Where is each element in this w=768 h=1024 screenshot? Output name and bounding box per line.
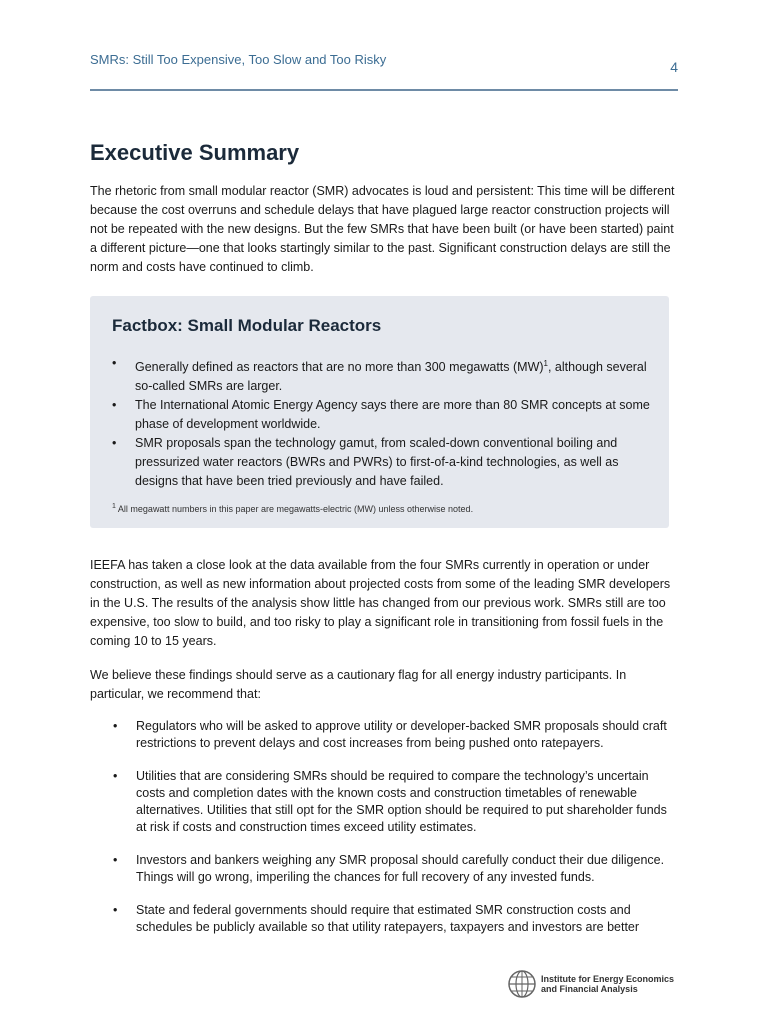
- logo-line-1: Institute for Energy Economics: [541, 974, 675, 984]
- factbox-list: [112, 354, 652, 491]
- footnote-ref: 1: [543, 359, 548, 368]
- header-rule: [90, 89, 678, 91]
- globe-icon: [507, 969, 537, 999]
- logo-line-2: and Financial Analysis: [541, 984, 638, 994]
- ieefa-logo: [507, 968, 681, 1000]
- factbox-item: • The International Atomic Energy Agency says there are more than 80 SMR concepts at some phase of development worldwide.: [112, 396, 652, 434]
- recommendation-item: • Investors and bankers weighing any SMR proposal should carefully conduct their due diligence. Things will go wrong, imperiling the chances for full recovery of any invested funds.: [113, 852, 679, 886]
- page-heading: Executive Summary: [90, 140, 300, 165]
- intro-paragraph: The rhetoric from small modular reactor (SMR) advocates is loud and persistent: This time will be different because the cost overruns and schedule delays that have plagued large reactor construction projects will not be repeated with the new designs. But the few SMRs that have been built (or have been started) paint a different picture—one that looks startingly similar to the past. Significant construction delays are still the norm and costs have continued to climb.: [90, 184, 675, 274]
- recommendation-item: • Regulators who will be asked to approve utility or developer-backed SMR proposals should craft restrictions to prevent delays and cost increases from being pushed onto ratepayers.: [113, 718, 679, 752]
- factbox-footnote: $^1$ All megawatt numbers in this paper are megawatts-electric (MW) unless otherwise noted.: [112, 503, 474, 514]
- factbox-item: • Generally defined as reactors that are no more than 300 megawatts (MW)$^1$, although several so-called SMRs are larger.: [112, 354, 652, 396]
- recommendation-list: [113, 718, 679, 952]
- factbox-title: Factbox: Small Modular Reactors: [112, 316, 382, 335]
- header-title: SMRs: Still Too Expensive, Too Slow and Too Risky: [90, 52, 387, 67]
- recommend-paragraph: We believe these findings should serve as a cautionary flag for all energy industry participants. In particular, we recommend that:: [90, 668, 627, 701]
- recommendation-item: • Utilities that are considering SMRs should be required to compare the technology’s uncertain costs and completion dates with the known costs and construction timetables of renewable alternatives. Utilities that still opt for the SMR option should be required to put shareholder funds at risk if costs and construction times exceed utility estimates.: [113, 768, 679, 836]
- factbox: [90, 296, 669, 528]
- recommendation-item: • State and federal governments should require that estimated SMR construction costs and schedules be publicly available so that utility ratepayers, taxpayers and investors are better: [113, 902, 679, 936]
- page-number: 4: [670, 59, 678, 75]
- factbox-item: • SMR proposals span the technology gamut, from scaled-down conventional boiling and pressurized water reactors (BWRs and PWRs) to first-of-a-kind technologies, as well as designs that have been tried previously and have failed.: [112, 434, 652, 491]
- analysis-paragraph: IEEFA has taken a close look at the data available from the four SMRs currently in operation or under construction, as well as new information about projected costs from some of the leading SMR developers in the U.S. The results of the analysis show little has changed from our previous work. SMRs still are too expensive, too slow to build, and too risky to play a significant role in transitioning from fossil fuels in the coming 10 to 15 years.: [90, 558, 671, 648]
